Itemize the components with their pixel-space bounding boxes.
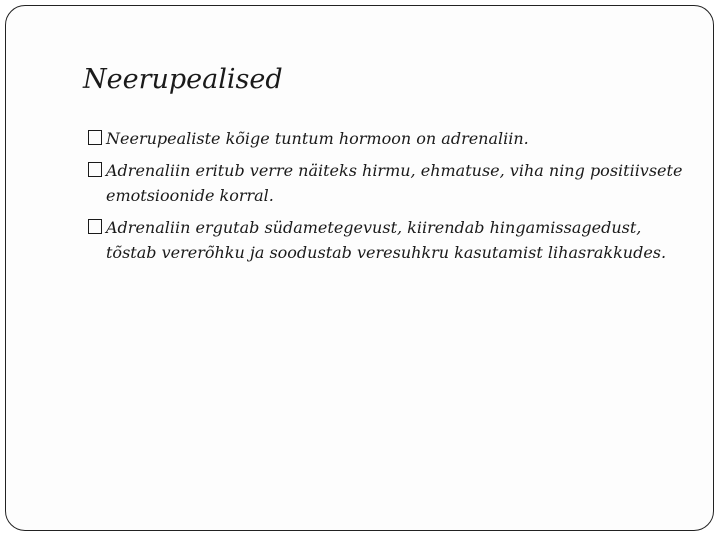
- bullet-box-icon: [88, 162, 102, 177]
- bullet-text: Adrenaliin ergutab südametegevust, kiirendab hingamissagedust, tõstab vererõhku ja soodustab veresuhkru kasutamist lihasrakkudes.: [106, 218, 667, 262]
- bullet-text: Neerupealiste kõige tuntum hormoon on adrenaliin.: [106, 129, 529, 148]
- bullet-item: [88, 126, 688, 151]
- bullet-list: [88, 126, 688, 272]
- bullet-item: [88, 158, 688, 208]
- bullet-item: [88, 215, 688, 265]
- bullet-text: Adrenaliin eritub verre näiteks hirmu, ehmatuse, viha ning positiivsete emotsioonide korral.: [106, 161, 683, 205]
- bullet-box-icon: [88, 219, 102, 234]
- slide-frame: [5, 5, 714, 531]
- bullet-box-icon: [88, 130, 102, 145]
- slide-title: Neerupealised: [83, 64, 283, 95]
